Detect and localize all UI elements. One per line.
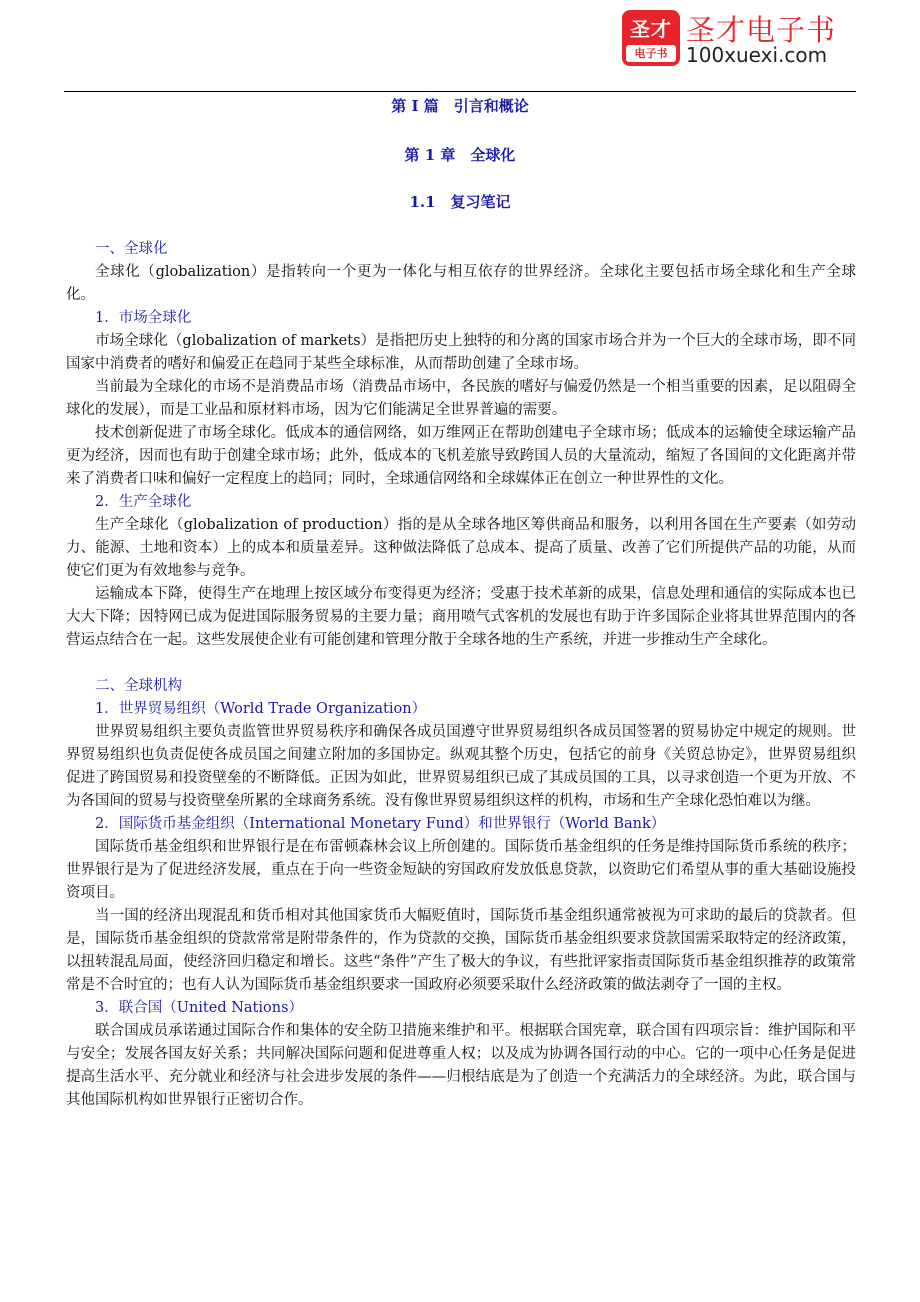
logo-url: 100xuexi.com	[686, 43, 828, 67]
paragraph: 联合国成员承诺通过国际合作和集体的安全防卫措施来维护和平。根据联合国宪章，联合国有四项宗旨：维护国际和平与安全；发展各国友好关系；共同解决国际问题和促进尊重人权；以及成为协调各国行动的中心。它的一项中心任务是促进提高生活水平、充分就业和经济与社会进步发展的条件——归根结底是为了创造一个充满活力的全球经济。为此，联合国与其他国际机构如世界银行正密切合作。	[66, 1023, 856, 1108]
spacer	[66, 652, 856, 675]
chapter-title: 第 1 章 全球化	[404, 146, 516, 164]
paragraph: 市场全球化（globalization of markets）是指把历史上独特的和分离的国家市场合并为一个巨大的全球市场，即不同国家中消费者的嗜好和偏爱正在趋同于某些全球标准，从而帮助创建了全球市场。	[66, 333, 856, 372]
heading-imf-world-bank: 2．国际货币基金组织（International Monetary Fund）和世界银行（World Bank）	[95, 816, 666, 832]
heading-united-nations: 3．联合国（United Nations）	[95, 1000, 304, 1016]
heading-wto: 1．世界贸易组织（World Trade Organization）	[95, 701, 427, 717]
logo-badge-top: 圣才	[630, 17, 672, 41]
logo-name: 圣才电子书	[686, 13, 837, 47]
paragraph: 运输成本下降，使得生产在地理上按区域分布变得更为经济；受惠于技术革新的成果，信息处理和通信的实际成本也已大大下降；因特网已成为促进国际服务贸易的主要力量；商用喷气式客机的发展也有助于许多国际企业将其世界范围内的各营运点结合在一起。这些发展使企业有可能创建和管理分散于全球各地的生产系统，并进一步推动生产全球化。	[66, 586, 856, 648]
paragraph: 世界贸易组织主要负责监管世界贸易秩序和确保各成员国遵守世界贸易组织各成员国签署的贸易协定中规定的规则。世界贸易组织也负责促使各成员国之间建立附加的多国协定。纵观其整个历史，包括它的前身《关贸总协定》，世界贸易组织促进了跨国贸易和投资壁垒的不断降低。正因为如此，世界贸易组织已成了其成员国的工具，以寻求创造一个更为开放、不为各国间的贸易与投资壁垒所累的全球商务系统。没有像世界贸易组织这样的机构，市场和生产全球化恐怕难以为继。	[66, 724, 856, 809]
heading-production-globalization: 2．生产全球化	[95, 494, 192, 510]
part-title: 第 I 篇 引言和概论	[391, 97, 529, 115]
section-title: 1.1 复习笔记	[409, 193, 511, 211]
paragraph: 技术创新促进了市场全球化。低成本的通信网络，如万维网正在帮助创建电子全球市场；低成本的运输使全球运输产品更为经济，因而也有助于创建全球市场；此外，低成本的飞机差旅导致跨国人员的大量流动，缩短了各国间的文化距离并带来了消费者口味和偏好一定程度上的趋同；同时，全球通信网络和全球媒体正在创立一种世界性的文化。	[66, 425, 856, 487]
heading-market-globalization: 1．市场全球化	[95, 310, 192, 326]
header-divider	[64, 91, 856, 92]
heading-globalization: 一、全球化	[95, 241, 168, 257]
logo-badge-bottom: 电子书	[626, 45, 676, 62]
paragraph: 国际货币基金组织和世界银行是在布雷顿森林会议上所创建的。国际货币基金组织的任务是维持国际货币系统的秩序；世界银行是为了促进经济发展，重点在于向一些资金短缺的穷国政府发放低息贷款，以资助它们希望从事的重大基础设施投资项目。	[66, 839, 856, 901]
paragraph: 生产全球化（globalization of production）指的是从全球各地区筹供商品和服务，以利用各国在生产要素（如劳动力、能源、土地和资本）上的成本和质量差异。这种做法降低了总成本、提高了质量、改善了它们所提供产品的功能，从而使它们更为有效地参与竞争。	[66, 517, 856, 579]
paragraph: 全球化（globalization）是指转向一个更为一体化与相互依存的世界经济。全球化主要包括市场全球化和生产全球化。	[66, 264, 856, 303]
site-logo[interactable]	[622, 8, 848, 68]
heading-global-institutions: 二、全球机构	[95, 678, 182, 694]
logo-badge-icon	[622, 10, 680, 66]
paragraph: 当一国的经济出现混乱和货币相对其他国家货币大幅贬值时，国际货币基金组织通常被视为可求助的最后的贷款者。但是，国际货币基金组织的贷款常常是附带条件的，作为贷款的交换，国际货币基金组织要求贷款国需采取特定的经济政策，以扭转混乱局面，使经济回归稳定和增长。这些“条件”产生了极大的争议，有些批评家指责国际货币基金组织推荐的政策常常是不合时宜的；也有人认为国际货币基金组织要求一国政府必须要采取什么经济政策的做法剥夺了一国的主权。	[66, 908, 856, 993]
document-body	[66, 238, 856, 1112]
paragraph: 当前最为全球化的市场不是消费品市场（消费品市场中，各民族的嗜好与偏爱仍然是一个相当重要的因素，足以阻碍全球化的发展），而是工业品和原材料市场，因为它们能满足全世界普遍的需要。	[66, 379, 856, 418]
